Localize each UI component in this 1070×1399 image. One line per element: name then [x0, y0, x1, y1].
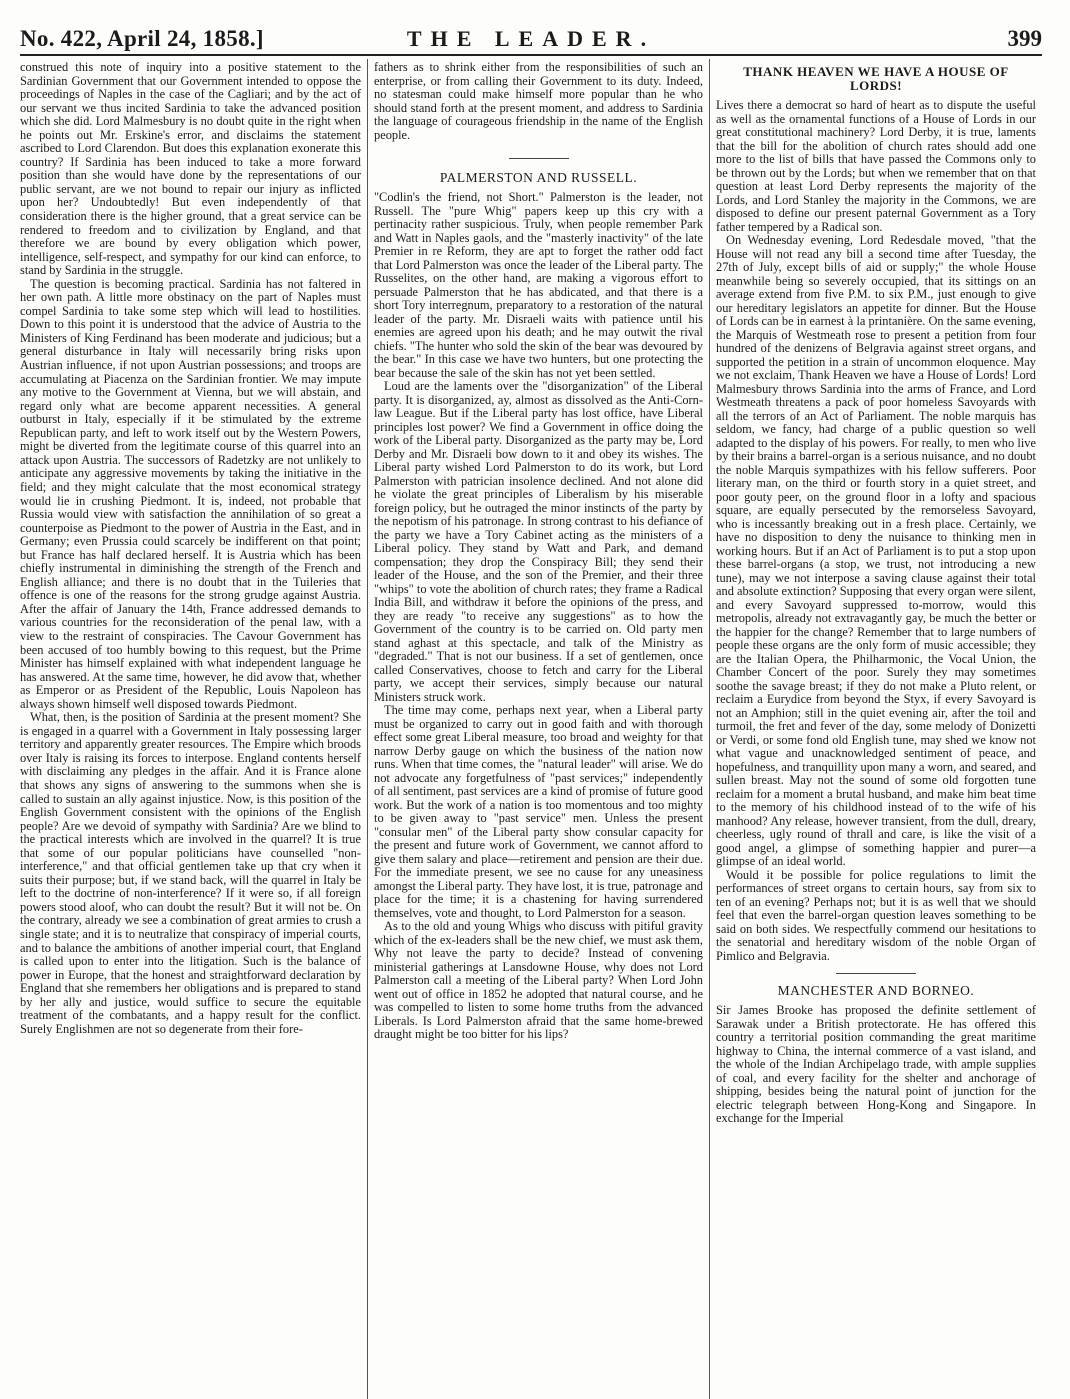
article-paragraph: Loud are the laments over the "disorganization" of the Liberal party. It is disorganized, ay, almost as dissolved as the Anti-Corn-law League. But if the Liberal party has lost office, have Liberal principles lost power? We find a Government in office doing the work of the Liberal party. Disorganized as the party may be, Lord Derby and Mr. Disraeli bow down to it and obey its wishes. The Liberal party wished Lord Palmerston to do its work, but Lord Palmerston with patrician insolence declined. And not alone did he violate the great principles of Liberalism by his miserable foreign policy, but he outraged the minor instincts of the party by the nepotism of his patronage. In strong contrast to his defiance of the party we have a Tory Cabinet acting as the ministers of a Liberal policy. They stand by Watt and Park, and demand compensation; they drop the Conspiracy Bill; they send their leader of the House, and the son of the Premier, and their three "whips" to vote the abolition of church rates; they frame a Radical India Bill, and withdraw it before the opinions of the press, and they are ready "to receive any suggestions" as to how the Government of the country is to be carried on. Old party men stand aghast at this spectacle, and talk of the Ministry as "degraded." That is not our business. If a set of gentlemen, once called Conservatives, choose to fetch and carry for the Liberal party, we accept their services, simply because our natural Ministers struck work.	[374, 379, 703, 704]
article-paragraph: As to the old and young Whigs who discuss with pitiful gravity which of the ex-leaders shall be the new chief, we must ask them, Why not leave the party to decide? Instead of convening ministerial gatherings at Lansdowne House, why does not Lord Palmerston call a meeting of the Liberal party? When Lord John went out of office in 1852 he adopted that natural course, and he was compelled to listen to some home truths from the advanced Liberals. Is Lord Palmerston afraid that the same home-brewed draught might be too bitter for his lips?	[374, 919, 703, 1041]
article-paragraph: The question is becoming practical. Sardinia has not faltered in her own path. A little more obstinacy on the part of Naples must compel Sardinia to take some step which will lead to hostilities. Down to this point it is understood that the advice of Austria to the Ministers of King Ferdinand has been moderate and judicious; but a general disturbance in Italy will necessarily bring risks upon Austrian influence, if not upon Austrian possessions; and troops are accumulating at Piacenza on the Sardinian frontier. We may impute any motive to the Government at Vienna, but we will abstain, and regard only what are become apparent necessities. A general outburst in Italy, especially if it be stimulated by the extreme Republican party, and left to work itself out by the Western Powers, might be diverted from the legitimate course of this quarrel into an attack upon Austria. The successors of Radetzky are not unlikely to anticipate any aggressive movements by taking the initiative in the field; and they might calculate that the most economical strategy would lie in crushing Piedmont. It is, indeed, not probable that Russia would view with satisfaction the annihilation of so great a counterpoise as Piedmont to the power of Austria in the East, and in Germany; even Prussia could scarcely be indifferent on that point; but France has half declared herself. It is Austria which has been chiefly instrumental in diminishing the strength of the French and English alliance; and there is no doubt that in the Tuileries that offence is one of the reasons for the strong grudge against Austria. After the affair of January the 14th, France addressed demands to various countries for the reconsideration of the penal law, with a view to the restraint of conspiracies. The Cavour Government has been accused of too humbly bowing to this request, but the Prime Minister has himself explained with what independent language he has answered. At the same time, however, he did avow that, whether as Emperor or as President of the Republic, Louis Napoleon has always shown himself well disposed towards Piedmont.	[20, 276, 361, 711]
article-heading: MANCHESTER AND BORNEO.	[777, 983, 975, 998]
article-paragraph: "Codlin's the friend, not Short." Palmerston is the leader, not Russell. The "pure Whig" papers keep up this cry with a pertinacity rather suspicious. Truly, when people remember Park and Watt in Naples gaols, and the "masterly inactivity" of the late Premier in re Reform, they are apt to forget the rather odd fact that Lord Palmerston was once the leader of the Liberal party. The Russelites, on the other hand, are making a vigorous effort to persuade Palmerston that he has abdicated, and that there is a short Tory interregnum, preparatory to a restoration of the natural leader of the party. Mr. Disraeli waits with patience until his enemies are agreed upon his death; and he may outwit the rival chiefs. "The hunter who sold the skin of the bear was devoured by the bear." In this case we have two hunters, but one protecting the bear because the sale of the skin has not yet been settled.	[374, 190, 703, 380]
section-divider	[836, 973, 916, 974]
issue-line: No. 422, April 24, 1858.]	[20, 26, 264, 51]
article-paragraph: construed this note of inquiry into a positive statement to the Sardinian Government that our Government intended to oppose the proceedings of Naples in the case of the Cagliari; and by the act of our servant we thus incited Sardinia to take the advanced position which she did. Lord Malmesbury is no doubt quite in the right when he points out Mr. Erskine's error, and disclaims the statement ascribed to Lord Clarendon. But does this explanation exonerate this country? If Sardinia has been induced to take a more forward position than she would have done by the representations of our public servant, are we not bound to repair our injury as inflicted upon her? Undoubtedly! But even independently of that consideration there is the higher ground, that a great service can be rendered to freedom and to civilization by England, and that therefore we are bound by every obligation which power, intelligence, self-respect, and sympathy for our kind can enforce, to stand by Sardinia in the struggle.	[20, 60, 361, 278]
column-left	[20, 59, 367, 1399]
page-number: 399	[1007, 26, 1042, 51]
masthead	[20, 18, 1042, 56]
article-heading: PALMERSTON AND RUSSELL.	[439, 170, 638, 185]
article-paragraph: Sir James Brooke has proposed the definite settlement of Sarawak under a British protectorate. He has offered this country a territorial position commanding the great maritime highway to China, the internal commerce of a vast island, and the whole of the Indian Archipelago trade, with ample supplies of coal, and every facility for the shelter and anchorage of shipping, besides being the natural point of junction for the electric telegraph between Hong-Kong and Singapore. In exchange for the Imperial	[716, 1003, 1036, 1125]
column-middle	[367, 59, 709, 1399]
section-divider	[509, 158, 569, 159]
column-right	[709, 59, 1042, 1399]
newspaper-title: THE LEADER.	[406, 26, 656, 51]
columns	[20, 59, 1042, 1399]
article-paragraph: Would it be possible for police regulations to limit the performances of street organs to certain hours, say from six to ten of an evening? Perhaps not; but it is as well that we should feel that even the barrel-organ question leaves something to be said on both sides. We respectfully commend our hesitations to the senatorial and hereditary wisdom of the noble Organ of Pimlico and Belgravia.	[716, 867, 1036, 963]
article-heading: THANK HEAVEN WE HAVE A HOUSE OF LORDS!	[743, 64, 1009, 93]
article-paragraph: Lives there a democrat so hard of heart as to dispute the useful as well as the ornamental functions of a House of Lords in our great constitutional machinery? Lord Derby, it is true, laments that the bill for the abolition of church rates should add one more to the list of bills that have passed the Commons only to be thrown out by the Lords; but when we remember that on that question at least Lord Derby represents the majority of the Lords, and Lord Stanley the majority in the Commons, we are disposed to define our present paternal Government as a Tory father tempered by a Radical son.	[716, 98, 1036, 234]
article-paragraph: fathers as to shrink either from the responsibilities of such an enterprise, or from calling their Government to its duty. Indeed, no statesman could make himself more popular than he who should stand forth at the present moment, and address to Sardinia the language of courageous friendship in the name of the English people.	[374, 60, 703, 142]
article-paragraph: The time may come, perhaps next year, when a Liberal party must be organized to carry out in good faith and with thorough effect some great Liberal measure, too broad and weighty for that narrow Derby gauge on which the business of the nation now runs. When that time comes, the "natural leader" will arise. We do not advocate any forgetfulness of "past services;" independently of all sentiment, past services are a kind of promise of future good work. But the work of a nation is too momentous and too mighty to be given away to "past service" men. Unless the present "consular men" of the Liberal party show consular capacity for the present and future work of Government, we cannot afford to give them salary and place—retirement and pension are their due. For the immediate present, we see no cause for any uneasiness amongst the Liberal party. They have lost, it is true, patronage and place for the time; it is a chastening for having surrendered themselves, vote and thought, to Lord Palmerston for a season.	[374, 703, 703, 920]
article-paragraph: What, then, is the position of Sardinia at the present moment? She is engaged in a quarrel with a Government in Italy possessing larger territory and apparently greater resources. The Empire which broods over Italy is raising its forces to interpose. England contents herself with disclaiming any pledges in the affair. And it is France alone that shows any signs of answering to the summons when she is called to sustain an ally against injustice. Now, is this position of the English Government consistent with the opinions of the English people? Are we devoid of sympathy with Sardinia? Are we blind to the practical interests which are involved in the quarrel? It is true that some of our popular politicians have counselled "non-interference," and that official gentlemen take up that cry when it suits their purpose; but, if we stand back, will the quarrel in Italy be left to the doctrine of non-interference? If it were so, if all foreign powers stood aloof, who can doubt the result? But it will not be. On the contrary, already we see a combination of great armies to crush a single state; and it is to neutralize that conspiracy of imperial courts, and to balance the ambitions of another imperial court, that England is called upon to enter into the litigation. Such is the balance of power in Europe, that the honest and straightforward declaration by England that she remembers her obligations and is prepared to stand by her ally and justice, would suffice to secure the equitable treatment of the combatants, and a happy result for the conflict. Surely Englishmen are not so degenerate from their fore-	[20, 710, 361, 1036]
article-paragraph: On Wednesday evening, Lord Redesdale moved, "that the House will not read any bill a second time after Tuesday, the 27th of July, except bills of aid or supply;" the whole House meanwhile being so severely occupied, that its sittings on an average extend from five P.M. to six P.M., just enough to give our hereditary legislators an appetite for dinner. But the House of Lords can be in earnest à la printanière. On the same evening, the Marquis of Westmeath rose to present a petition from four hundred of the denizens of Belgravia against street organs, and supported the petition in a strain of uncommon eloquence. May we not exclaim, Thank Heaven we have a House of Lords! Lord Malmesbury throws Sardinia into the arms of France, and Lord Westmeath threatens a pack of poor homeless Savoyards with all the terrors of an Act of Parliament. The noble marquis has seldom, we fancy, had charge of a public question so well adapted to the display of his powers. For really, to men who live by their brains a barrel-organ is a serious nuisance, and no doubt the noble Marquis sympathizes with his fellow sufferers. Poor literary man, on the third or fourth story in a quiet street, and poor gouty peer, on the ground floor in a lofty and spacious square, are equally persecuted by the remorseless Savoyard, who is incessantly breaking out in a fresh place. Certainly, we have no disposition to deny the nuisance to thinking men in working hours. But if an Act of Parliament is to put a stop upon these barrel-organs (a stop, we trust, not introducing a new tune), may we not interpose a saving clause against their total and absolute extinction? Supposing that every organ were silent, and every Savoyard suppressed to-morrow, would this metropolis, already not extravagantly gay, be much the better or the happier for the change? Remember that to large numbers of people these organs are the only form of music accessible; they are the Italian Opera, the Philharmonic, the Vocal Union, the Chamber Concert of the poor. Surely they may sometimes soothe the savage breast; if they do not make a Pluto relent, or reclaim a Eurydice from beyond the Styx, if every Savoyard is not an Amphion; still in the quiet evening air, after the toil and turmoil, the fret and fever of the day, some melody of Donizetti or Verdi, or some fond old English tune, may shed we know not what vague and unacknowledged sentiment of peace, and hopefulness, and tranquillity upon many a worn, and seared, and sullen breast. May not the sound of some old forgotten tune reclaim for a moment a brutal husband, and make him beat time to the memory of his childhood instead of to the wife of his manhood? Any release, however transient, from the dull, dreary, cheerless, ugly round of thrall and care, is like the visit of a good angel, a glimpse of something happier and purer—a glimpse of an ideal world.	[716, 233, 1037, 868]
